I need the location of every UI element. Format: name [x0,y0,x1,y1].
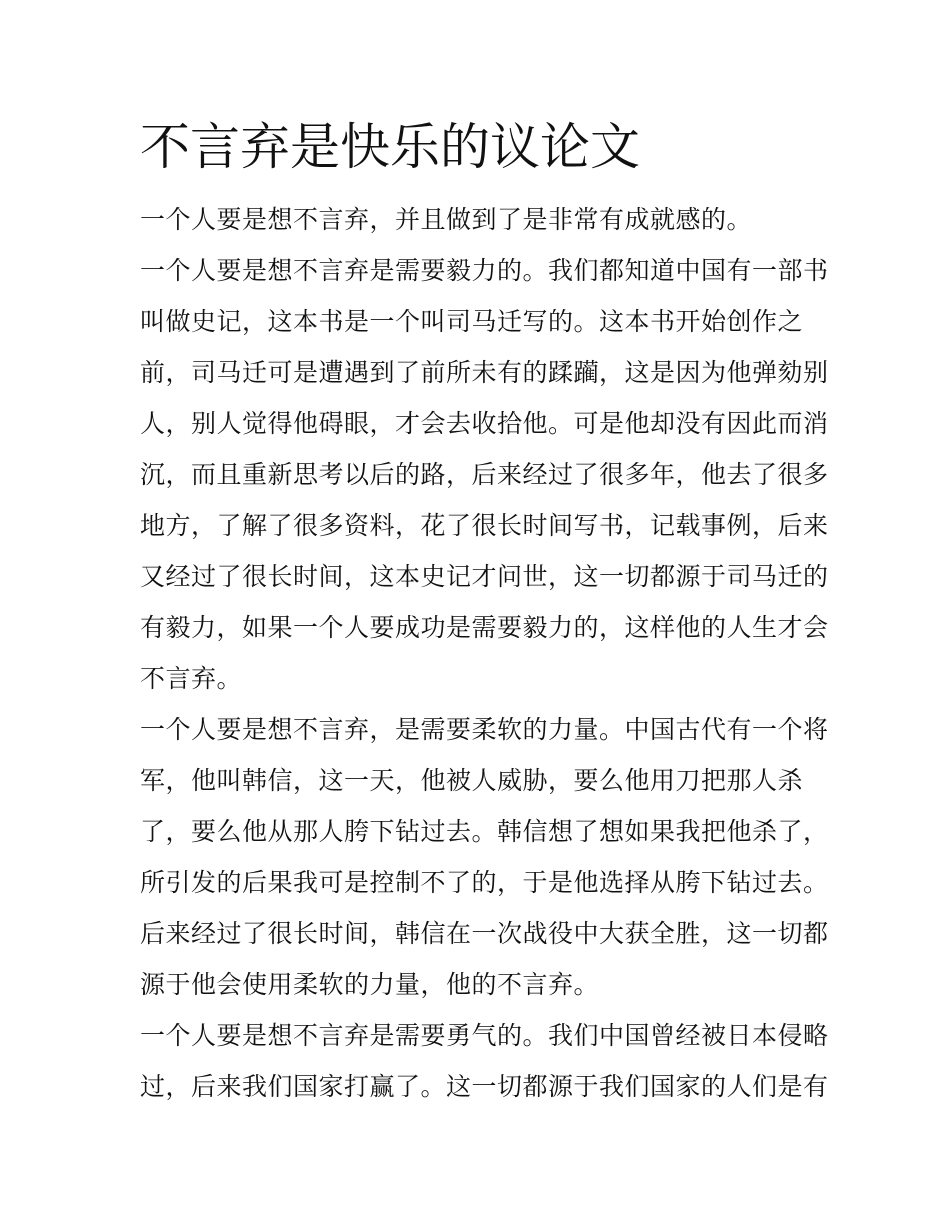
text-line: 又经过了很长时间，这本史记才问世，这一切都源于司马迁的 [140,562,829,591]
text-line: 地方，了解了很多资料，花了很长时间写书，记载事例，后来 [140,511,829,540]
text-line: 源于他会使用柔软的力量，他的不言弃。 [140,970,600,999]
text-line: 不言弃。 [140,664,243,693]
text-line: 有毅力，如果一个人要成功是需要毅力的，这样他的人生才会 [140,613,829,642]
text-line: 军，他叫韩信，这一天，他被人威胁，要么他用刀把那人杀 [140,766,804,795]
text-line: 人，别人觉得他碍眼，才会去收拾他。可是他却没有因此而消 [140,409,829,438]
text-line: 过，后来我们国家打赢了。这一切都源于我们国家的人们是有 [140,1072,829,1101]
text-line: 前，司马迁可是遭遇到了前所未有的蹂躏，这是因为他弹劾别 [140,358,829,387]
text-line: 一个人要是想不言弃，并且做到了是非常有成就感的。 [140,205,753,234]
text-line: 沉，而且重新思考以后的路，后来经过了很多年，他去了很多 [140,460,829,489]
text-line: 所引发的后果我可是控制不了的，于是他选择从胯下钻过去。 [140,868,829,897]
text-line: 后来经过了很长时间，韩信在一次战役中大获全胜，这一切都 [140,919,829,948]
document-title: 不言弃是快乐的议论文 [140,118,640,176]
text-line: 一个人要是想不言弃，是需要柔软的力量。中国古代有一个将 [140,715,829,744]
text-line: 一个人要是想不言弃是需要勇气的。我们中国曾经被日本侵略 [140,1021,829,1050]
text-line: 叫做史记，这本书是一个叫司马迁写的。这本书开始创作之 [140,307,804,336]
text-line: 了，要么他从那人胯下钻过去。韩信想了想如果我把他杀了， [140,817,829,846]
text-line: 一个人要是想不言弃是需要毅力的。我们都知道中国有一部书 [140,256,829,285]
